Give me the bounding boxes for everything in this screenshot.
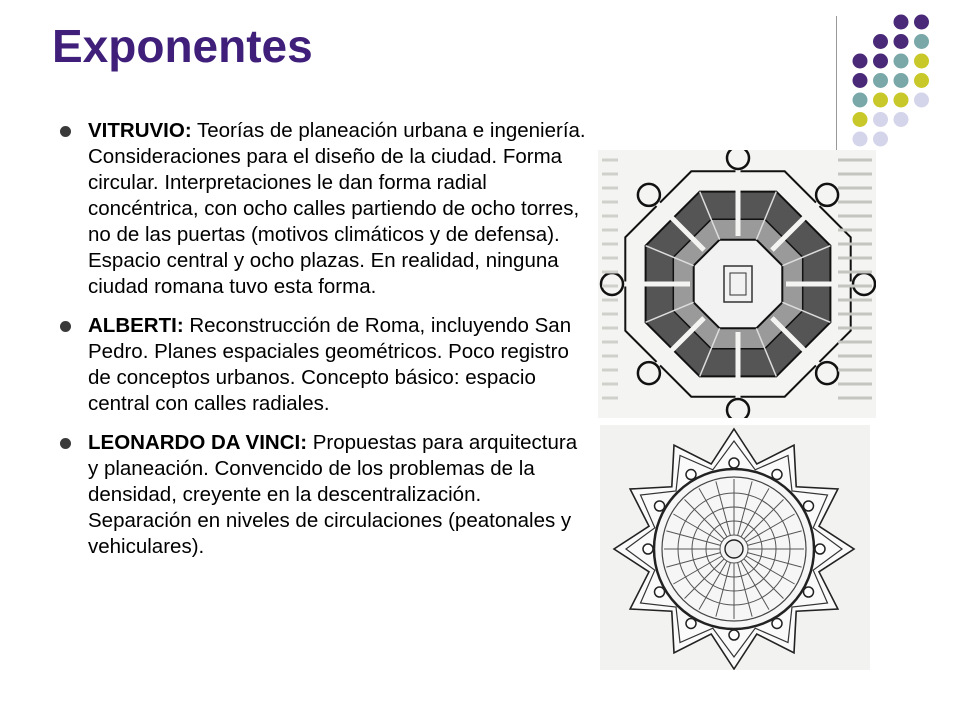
decorative-dot xyxy=(914,93,929,108)
bullet-icon xyxy=(60,321,71,332)
decorative-dot xyxy=(853,132,868,147)
decorative-dot xyxy=(894,93,909,108)
decorative-dot xyxy=(853,73,868,88)
decorative-dot xyxy=(853,93,868,108)
decorative-dot xyxy=(914,34,929,49)
decorative-dot xyxy=(914,15,929,30)
decorative-dot xyxy=(894,73,909,88)
decorative-dot xyxy=(873,93,888,108)
bullet-item-alberti xyxy=(58,313,588,417)
decorative-dot xyxy=(873,132,888,147)
bullet-keyword: VITRUVIO: xyxy=(88,119,192,142)
decorative-dot xyxy=(873,112,888,127)
decorative-dot xyxy=(873,54,888,69)
bullet-icon xyxy=(60,438,71,449)
bullet-icon xyxy=(60,126,71,137)
decorative-dot xyxy=(853,54,868,69)
star-fortress-city-plan-icon xyxy=(600,425,870,670)
bullet-text: Teorías de planeación urbana e ingeniería. Consideraciones para el diseño de la ciudad. Forma circular. Interpretaciones le dan forma radial concéntrica, con ocho calles partiendo de ocho torres, no de las puertas (motivos climáticos y de defensa). Espacio central y ocho plazas. En realidad, ninguna ciudad romana tuvo esta forma. xyxy=(88,119,586,298)
decorative-dot xyxy=(894,112,909,127)
bullet-item-leonardo xyxy=(58,430,588,560)
decorative-dot xyxy=(873,73,888,88)
decorative-dot xyxy=(873,34,888,49)
decorative-dot xyxy=(894,15,909,30)
decorative-dot xyxy=(914,54,929,69)
bullet-item-vitruvio xyxy=(58,118,588,300)
decorative-dot-grid-icon xyxy=(840,10,960,155)
decorative-divider xyxy=(836,16,837,150)
bullet-list xyxy=(58,118,588,573)
bullet-text: Propuestas para arquitectura y planeación. Convencido de los problemas de la densidad, creyente en la descentralización. Separación en niveles de circulaciones (peatonales y vehiculares). xyxy=(88,431,578,558)
decorative-dot xyxy=(894,54,909,69)
bullet-text: Reconstrucción de Roma, incluyendo San Pedro. Planes espaciales geométricos. Poco registro de conceptos urbanos. Concepto básico: espacio central con calles radiales. xyxy=(88,314,572,415)
octagonal-city-plan-icon xyxy=(598,150,876,418)
bullet-keyword: ALBERTI: xyxy=(88,314,184,337)
decorative-dot xyxy=(853,112,868,127)
bullet-keyword: LEONARDO DA VINCI: xyxy=(88,431,308,454)
slide-title: Exponentes xyxy=(52,20,313,72)
decorative-dot xyxy=(914,73,929,88)
decorative-dot xyxy=(894,34,909,49)
